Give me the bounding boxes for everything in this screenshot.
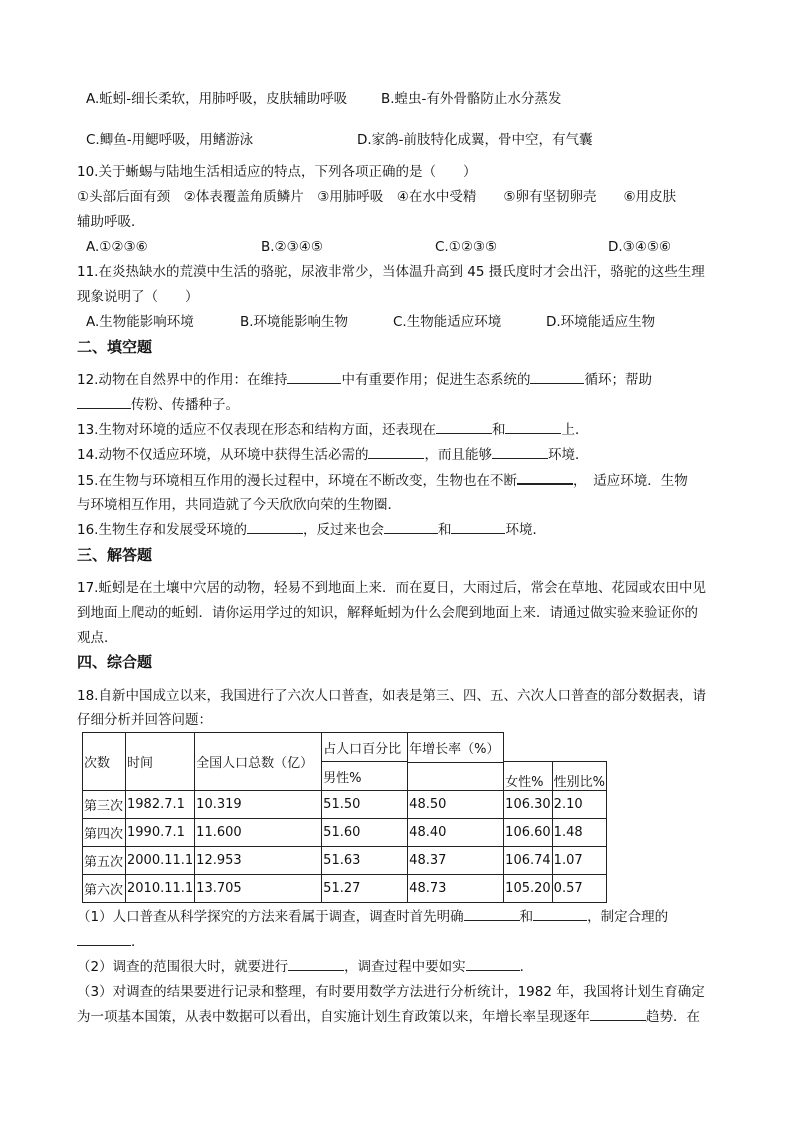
cell-growth: 48.40 <box>408 819 504 847</box>
header-male: 男性% <box>322 762 408 791</box>
q18-sub3-line1: （3）对调查的结果要进行记录和整理，有时要用数学方法进行分析统计，1982 年，我国将计划生育确定 <box>77 984 705 1000</box>
section-fill-heading: 二、填空题 <box>77 338 153 356</box>
cell-total: 12.953 <box>195 847 322 875</box>
q14-text-2: ，而且能够 <box>424 447 492 463</box>
q17-line3: 观点． <box>77 630 118 646</box>
q18-sub1-line2 <box>77 933 145 951</box>
q18-sub1-text-3: ，制定合理的 <box>587 909 669 925</box>
q13-line <box>77 421 588 439</box>
q15-line1 <box>77 471 688 490</box>
q18-sub3-line2 <box>77 1008 700 1026</box>
q10-option-c: C.①②③⑤ <box>435 239 498 255</box>
q9-option-a: A.蚯蚓-细长柔软，用肺呼吸，皮肤辅助呼吸 <box>86 91 348 107</box>
q13-blank-1[interactable] <box>436 421 492 434</box>
q10-items-line1: ①头部后面有颈 ②体表覆盖角质鳞片 ③用肺呼吸 ④在水中受精 ⑤卵有坚韧卵壳 ⑥用皮肤 <box>77 189 677 205</box>
q16-text-3: 和 <box>437 522 452 538</box>
cell-count: 第三次 <box>83 791 126 819</box>
q18-sub2-text-2: ，调查过程中要如实 <box>344 959 466 975</box>
cell-male: 51.50 <box>322 791 408 819</box>
q15-text-1: 15.在生物与环境相互作用的漫长过程中，环境在不断改变，生物也在不断 <box>77 473 517 489</box>
q10-option-d: D.③④⑤⑥ <box>608 239 672 255</box>
table-row <box>83 847 607 875</box>
cell-date: 2000.11.1 <box>126 847 195 875</box>
cell-male: 51.60 <box>322 819 408 847</box>
q18-line1: 18.自新中国成立以来，我国进行了六次人口普查，如表是第三、四、五、六次人口普查的部分数据表，请 <box>77 688 706 704</box>
q10-stem: 10.关于蜥蜴与陆地生活相适应的特点，下列各项正确的是（ ） <box>77 164 477 180</box>
q18-sub2-blank-1[interactable] <box>288 958 344 971</box>
q12-line1 <box>77 371 652 389</box>
q14-text-3: 环境． <box>547 447 589 463</box>
q16-text-2: ，反过来也会 <box>302 522 384 538</box>
q12-line2 <box>77 396 239 414</box>
q13-blank-2[interactable] <box>505 421 561 434</box>
header-female: 女性% <box>504 762 553 791</box>
q11-option-c: C.生物能适应环境 <box>393 314 502 330</box>
q18-sub1-blank-1[interactable] <box>464 908 520 921</box>
cell-date: 2010.11.1 <box>126 875 195 903</box>
census-table <box>82 732 607 903</box>
table-row <box>83 875 607 903</box>
header-pct: 占人口百分比 <box>322 733 408 762</box>
cell-female: 106.74 <box>504 847 553 875</box>
cell-growth: 48.50 <box>408 791 504 819</box>
cell-female: 105.20 <box>504 875 553 903</box>
q15-text-2: ， 适应环境．生物 <box>572 473 688 489</box>
q11-line2: 现象说明了（ ） <box>77 289 199 305</box>
q11-line1: 11.在炎热缺水的荒漠中生活的骆驼，尿液非常少，当体温升高到 45 摄氏度时才会出汗，骆驼的这些生理 <box>77 264 705 280</box>
cell-male: 51.27 <box>322 875 408 903</box>
q18-sub2-text-1: （2）调查的范围很大时，就要进行 <box>77 959 289 975</box>
q14-blank-2[interactable] <box>492 446 548 459</box>
cell-female: 106.60 <box>504 819 553 847</box>
header-sex-ratio: 性别比% <box>552 762 606 791</box>
q14-blank-1[interactable] <box>368 446 424 459</box>
cell-ratio: 2.10 <box>552 791 606 819</box>
q12-text-4: 传粉、传播种子。 <box>131 397 239 413</box>
cell-ratio: 1.48 <box>552 819 606 847</box>
q10-option-a: A.①②③⑥ <box>86 239 148 255</box>
header-time: 时间 <box>126 733 195 791</box>
cell-total: 13.705 <box>195 875 322 903</box>
q18-sub2-line <box>77 958 533 976</box>
cell-growth: 48.37 <box>408 847 504 875</box>
cell-count: 第六次 <box>83 875 126 903</box>
q9-option-b: B.蝗虫-有外骨骼防止水分蒸发 <box>381 91 562 107</box>
cell-male: 51.63 <box>322 847 408 875</box>
q12-blank-1[interactable] <box>287 371 341 384</box>
q12-text-1: 12.动物在自然界中的作用：在维持 <box>77 372 288 388</box>
cell-total: 11.600 <box>195 819 322 847</box>
cell-ratio: 1.07 <box>552 847 606 875</box>
q13-text-3: 上． <box>561 422 589 438</box>
q12-blank-2[interactable] <box>530 371 584 384</box>
q10-option-b: B.②③④⑤ <box>261 239 323 255</box>
q18-sub1-line1 <box>77 908 668 926</box>
header-total-pop: 全国人口总数（亿） <box>195 733 322 791</box>
cell-count: 第四次 <box>83 819 126 847</box>
table-row <box>83 819 607 847</box>
q16-blank-1[interactable] <box>247 521 303 534</box>
q17-line2: 到地面上爬动的蚯蚓．请你运用学过的知识，解释蚯蚓为什么会爬到地面上来．请通过做实验来验证你的 <box>77 605 698 621</box>
q9-option-c: C.鲫鱼-用鳃呼吸，用鳍游泳 <box>86 132 254 148</box>
cell-female: 106.30 <box>504 791 553 819</box>
q18-sub2-blank-2[interactable] <box>466 958 520 971</box>
header-growth: 年增长率（%） <box>408 733 504 763</box>
q11-option-d: D.环境能适应生物 <box>546 314 656 330</box>
q18-sub1-text-4: ． <box>131 934 145 950</box>
section-comprehensive-heading: 四、综合题 <box>77 653 153 671</box>
q17-line1: 17.蚯蚓是在土壤中穴居的动物，轻易不到地面上来．而在夏日，大雨过后，常会在草地、花园或农田中见 <box>77 580 706 596</box>
q18-sub3-text-1: 为一项基本国策，从表中数据可以看出，自实施计划生育政策以来，年增长率呈现逐年 <box>77 1009 590 1025</box>
q16-text-1: 16.生物生存和发展受环境的 <box>77 522 247 538</box>
q13-text-2: 和 <box>491 422 506 438</box>
cell-date: 1990.7.1 <box>126 819 195 847</box>
q12-blank-3[interactable] <box>77 396 131 409</box>
q10-items-line2: 辅助呼吸． <box>77 214 145 230</box>
q18-line2: 仔细分析并回答问题： <box>77 712 212 728</box>
q16-blank-3[interactable] <box>451 521 505 534</box>
q16-line <box>77 521 546 539</box>
table-row <box>83 791 607 819</box>
q9-option-d: D.家鸽-前肢特化成翼，骨中空，有气囊 <box>357 132 593 148</box>
q18-sub1-text-1: （1）人口普查从科学探究的方法来看属于调查，调查时首先明确 <box>77 909 464 925</box>
q18-sub1-blank-2[interactable] <box>533 908 587 921</box>
q18-sub1-blank-3[interactable] <box>77 933 131 946</box>
q18-sub1-text-2: 和 <box>519 909 534 925</box>
q15-line2: 与环境相互作用，共同造就了今天欣欣向荣的生物圈． <box>77 497 401 513</box>
q13-text-1: 13.生物对环境的适应不仅表现在形态和结构方面，还表现在 <box>77 422 436 438</box>
q12-text-2: 中有重要作用；促进生态系统的 <box>341 372 531 388</box>
cell-growth: 48.73 <box>408 875 504 903</box>
q12-text-3: 循环；帮助 <box>584 372 652 388</box>
header-cishu: 次数 <box>83 733 126 791</box>
q18-sub3-text-2: 趋势．在 <box>646 1009 700 1025</box>
cell-total: 10.319 <box>195 791 322 819</box>
q16-blank-2[interactable] <box>384 521 438 534</box>
q18-sub2-text-3: ． <box>519 959 534 975</box>
q11-option-a: A.生物能影响环境 <box>86 314 194 330</box>
cell-date: 1982.7.1 <box>126 791 195 819</box>
cell-count: 第五次 <box>83 847 126 875</box>
q14-text-1: 14.动物不仅适应环境，从环境中获得生活必需的 <box>77 447 369 463</box>
q18-sub3-blank-1[interactable] <box>590 1008 646 1021</box>
q16-text-4: 环境． <box>505 522 546 538</box>
section-answer-heading: 三、解答题 <box>77 546 153 564</box>
cell-ratio: 0.57 <box>552 875 606 903</box>
q11-option-b: B.环境能影响生物 <box>240 314 349 330</box>
q14-line <box>77 446 588 464</box>
q15-blank-1[interactable] <box>517 471 573 485</box>
